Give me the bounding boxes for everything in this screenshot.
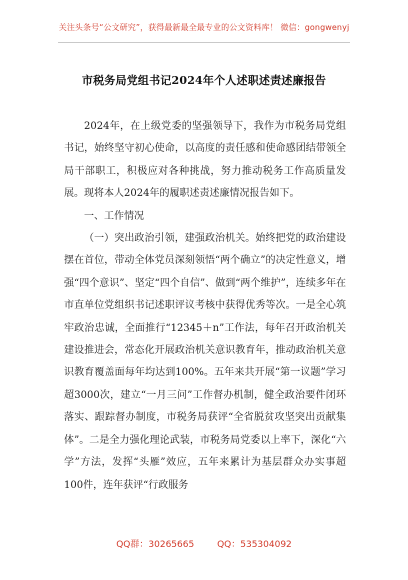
document-title: 市税务局党组书记2024年个人述职述责述廉报告	[81, 74, 327, 87]
header-divider	[58, 42, 350, 43]
footer-qq: QQ：535304092	[217, 540, 292, 550]
footer-qq-group: QQ群：30265665	[116, 540, 195, 550]
paragraph-political: （一）突出政治引领，建强政治机关。始终把党的政治建设摆在首位，带动全体党员深刻领悟“两个确立”的决定性意义，增强“四个意识”、坚定“四个自信”、做到“两个维护”，连续多年在市直单位党组织书记述职评议考核中获得优秀等次。一是全心筑牢政治忠诚，全面推行“12345＋n”工作法，每年召开政治机关建设推进会，常态化开展政治机关意识教育年，推动政治机关意识教育覆盖面每年均达到100%。五年来共开展“第一议题”学习超3000次，建立“一月三问”工作督办机制，健全政治要件闭环落实、跟踪督办制度，市税务局获评“全省脱贫攻坚突出贡献集体”。二是全力强化理论武装，市税务局党委以上率下，深化“六学”方法，发挥“头雁”效应，五年来累计为基层群众办实事超100件，连年获评“行政服务	[64, 233, 346, 491]
paragraph-intro: 2024年，在上级党委的坚强领导下，我作为市税务局党组书记，始终坚守初心使命，以高度的责任感和使命感团结带领全局干部职工，积极应对各种挑战，努力推动税务工作高质量发展。现将本人2024年的履职述责述廉情况报告如下。	[64, 121, 346, 200]
header-banner: 关注头条号“公文研究”，获得最新最全最专业的公文资料库！ 微信：gongwenyj	[58, 23, 350, 32]
document-body	[64, 116, 346, 497]
section-heading: 一、工作情况	[84, 210, 144, 222]
footer-contact	[0, 537, 408, 550]
